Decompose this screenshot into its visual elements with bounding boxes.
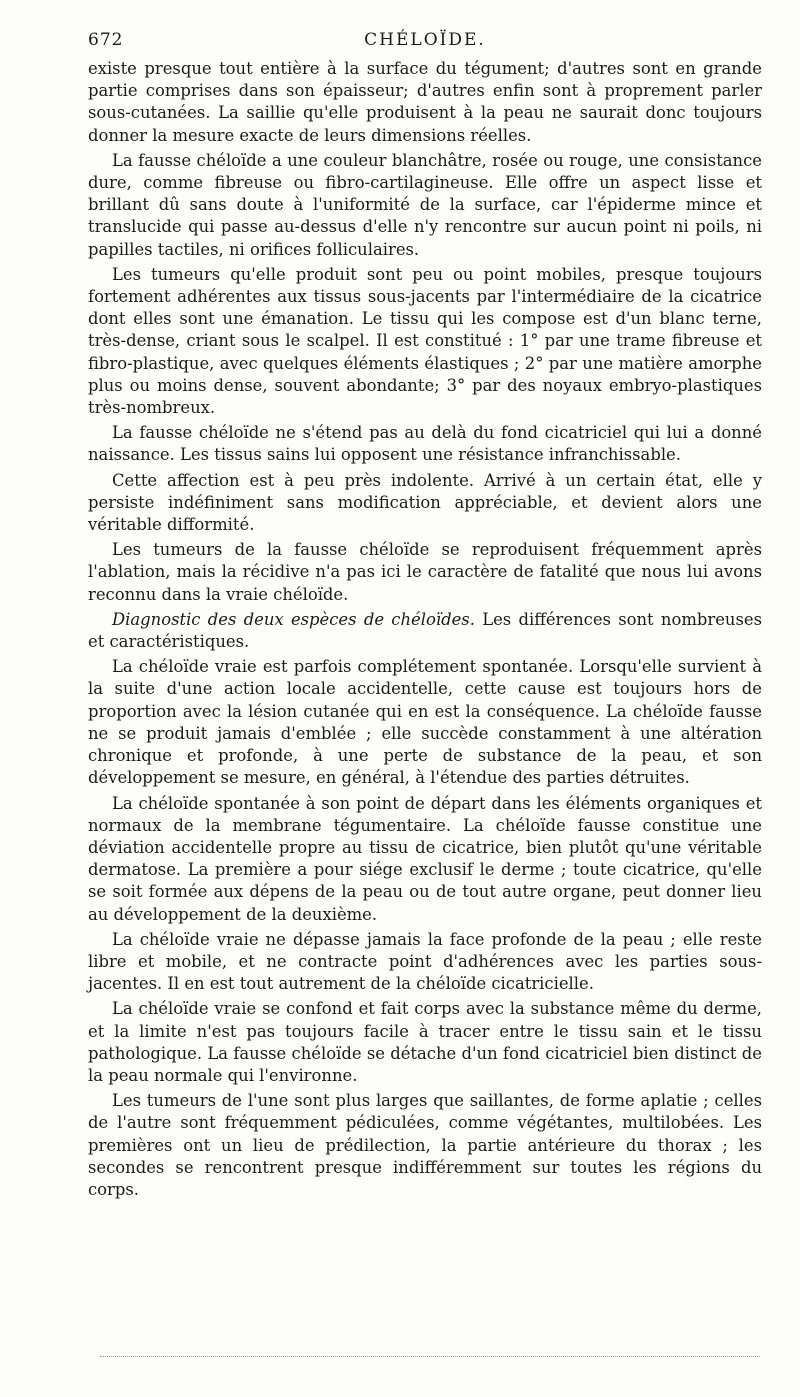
paragraph: La chéloïde vraie est parfois complétement spontanée. Lorsqu'elle survient à la suite d'une action locale accidentelle, cette cause est toujours hors de proportion avec la lésion cutanée qui en est la conséquence. La chéloïde fausse ne se produit jamais d'emblée ; elle succède constamment à une altération chronique et profonde, à une perte de substance de la peau, et son développement se mesure, en général, à l'étendue des parties détruites. (88, 657, 762, 788)
paragraph: Cette affection est à peu près indolente. Arrivé à un certain état, elle y persiste indéfiniment sans modification appréciable, et devient alors une véritable difformité. (88, 470, 762, 535)
paragraph: Les tumeurs qu'elle produit sont peu ou point mobiles, presque toujours fortement adhérentes aux tissus sous-jacents par l'intermédiaire de la cicatrice dont elles sont une émanation. Le tissu qui les compose est d'un blanc terne, très-dense, criant sous le scalpel. Il est constitué : 1° par une trame fibreuse et fibro-plastique, avec quelques éléments élastiques ; 2° par une matière amorphe plus ou moins dense, souvent abondante; 3° par des noyaux embryo-plastiques très-nombreux. (88, 264, 762, 418)
page-number: 672 (88, 30, 124, 50)
paragraph-text: Les différences sont nombreuses et caractéristiques. (88, 609, 762, 652)
body-text (88, 58, 762, 1201)
section-heading-italic: Diagnostic des deux espèces de chéloïdes. (112, 609, 475, 629)
paragraph: La chéloïde vraie se confond et fait corps avec la substance même du derme, et la limite n'est pas toujours facile à tracer entre le tissu sain et le tissu pathologique. La fausse chéloïde se détache d'un fond cicatriciel bien distinct de la peau normale qui l'environne. (88, 999, 762, 1085)
paragraph: Les tumeurs de l'une sont plus larges que saillantes, de forme aplatie ; celles de l'autre sont fréquemment pédiculées, comme végétantes, multilobées. Les premières ont un lieu de prédilection, la partie antérieure du thorax ; les secondes se rencontrent presque indifféremment sur toutes les régions du corps. (88, 1091, 762, 1199)
paragraph: Les tumeurs de la fausse chéloïde se reproduisent fréquemment après l'ablation, mais la récidive n'a pas ici le caractère de fatalité que nous lui avons reconnu dans la vraie chéloïde. (88, 540, 762, 604)
paragraph: La fausse chéloïde ne s'étend pas au delà du fond cicatriciel qui lui a donné naissance. Les tissus sains lui opposent une résistance infranchissable. (88, 423, 762, 465)
paragraph: La chéloïde vraie ne dépasse jamais la face profonde de la peau ; elle reste libre et mobile, et ne contracte point d'adhérences avec les parties sous-jacentes. Il en est tout autrement de la chéloïde cicatricielle. (88, 929, 762, 994)
paragraph: La fausse chéloïde a une couleur blanchâtre, rosée ou rouge, une consistance dure, comme fibreuse ou fibro-cartilagineuse. Elle offre un aspect lisse et brillant dû sans doute à l'uniformité de la surface, car l'épiderme mince et translucide qui passe au-dessus d'elle n'y rencontre sur aucun point ni poils, ni papilles tactiles, ni orifices folliculaires. (88, 150, 762, 259)
bottom-dotted-rule (100, 1356, 760, 1357)
paragraph: La chéloïde spontanée à son point de départ dans les éléments organiques et normaux de la membrane tégumentaire. La chéloïde fausse constitue une déviation accidentelle propre au tissu de cicatrice, bien plutôt qu'une véritable dermatose. La première a pour siége exclusif le derme ; toute cicatrice, qu'elle se soit formée aux dépens de la peau ou de tout autre organe, peut donner lieu au développement de la deuxième. (88, 793, 762, 924)
paragraph-continuation: existe presque tout entière à la surface du tégument; d'autres sont en grande partie comprises dans son épaisseur; d'autres enfin sont à proprement parler sous-cutanées. La saillie qu'elle produisent à la peau ne saurait donc toujours donner la mesure exacte de leurs dimensions réelles. (88, 59, 762, 145)
diagnostic-paragraph (88, 609, 762, 653)
running-head (88, 30, 762, 56)
page-title: CHÉLOÏDE. (364, 30, 486, 50)
